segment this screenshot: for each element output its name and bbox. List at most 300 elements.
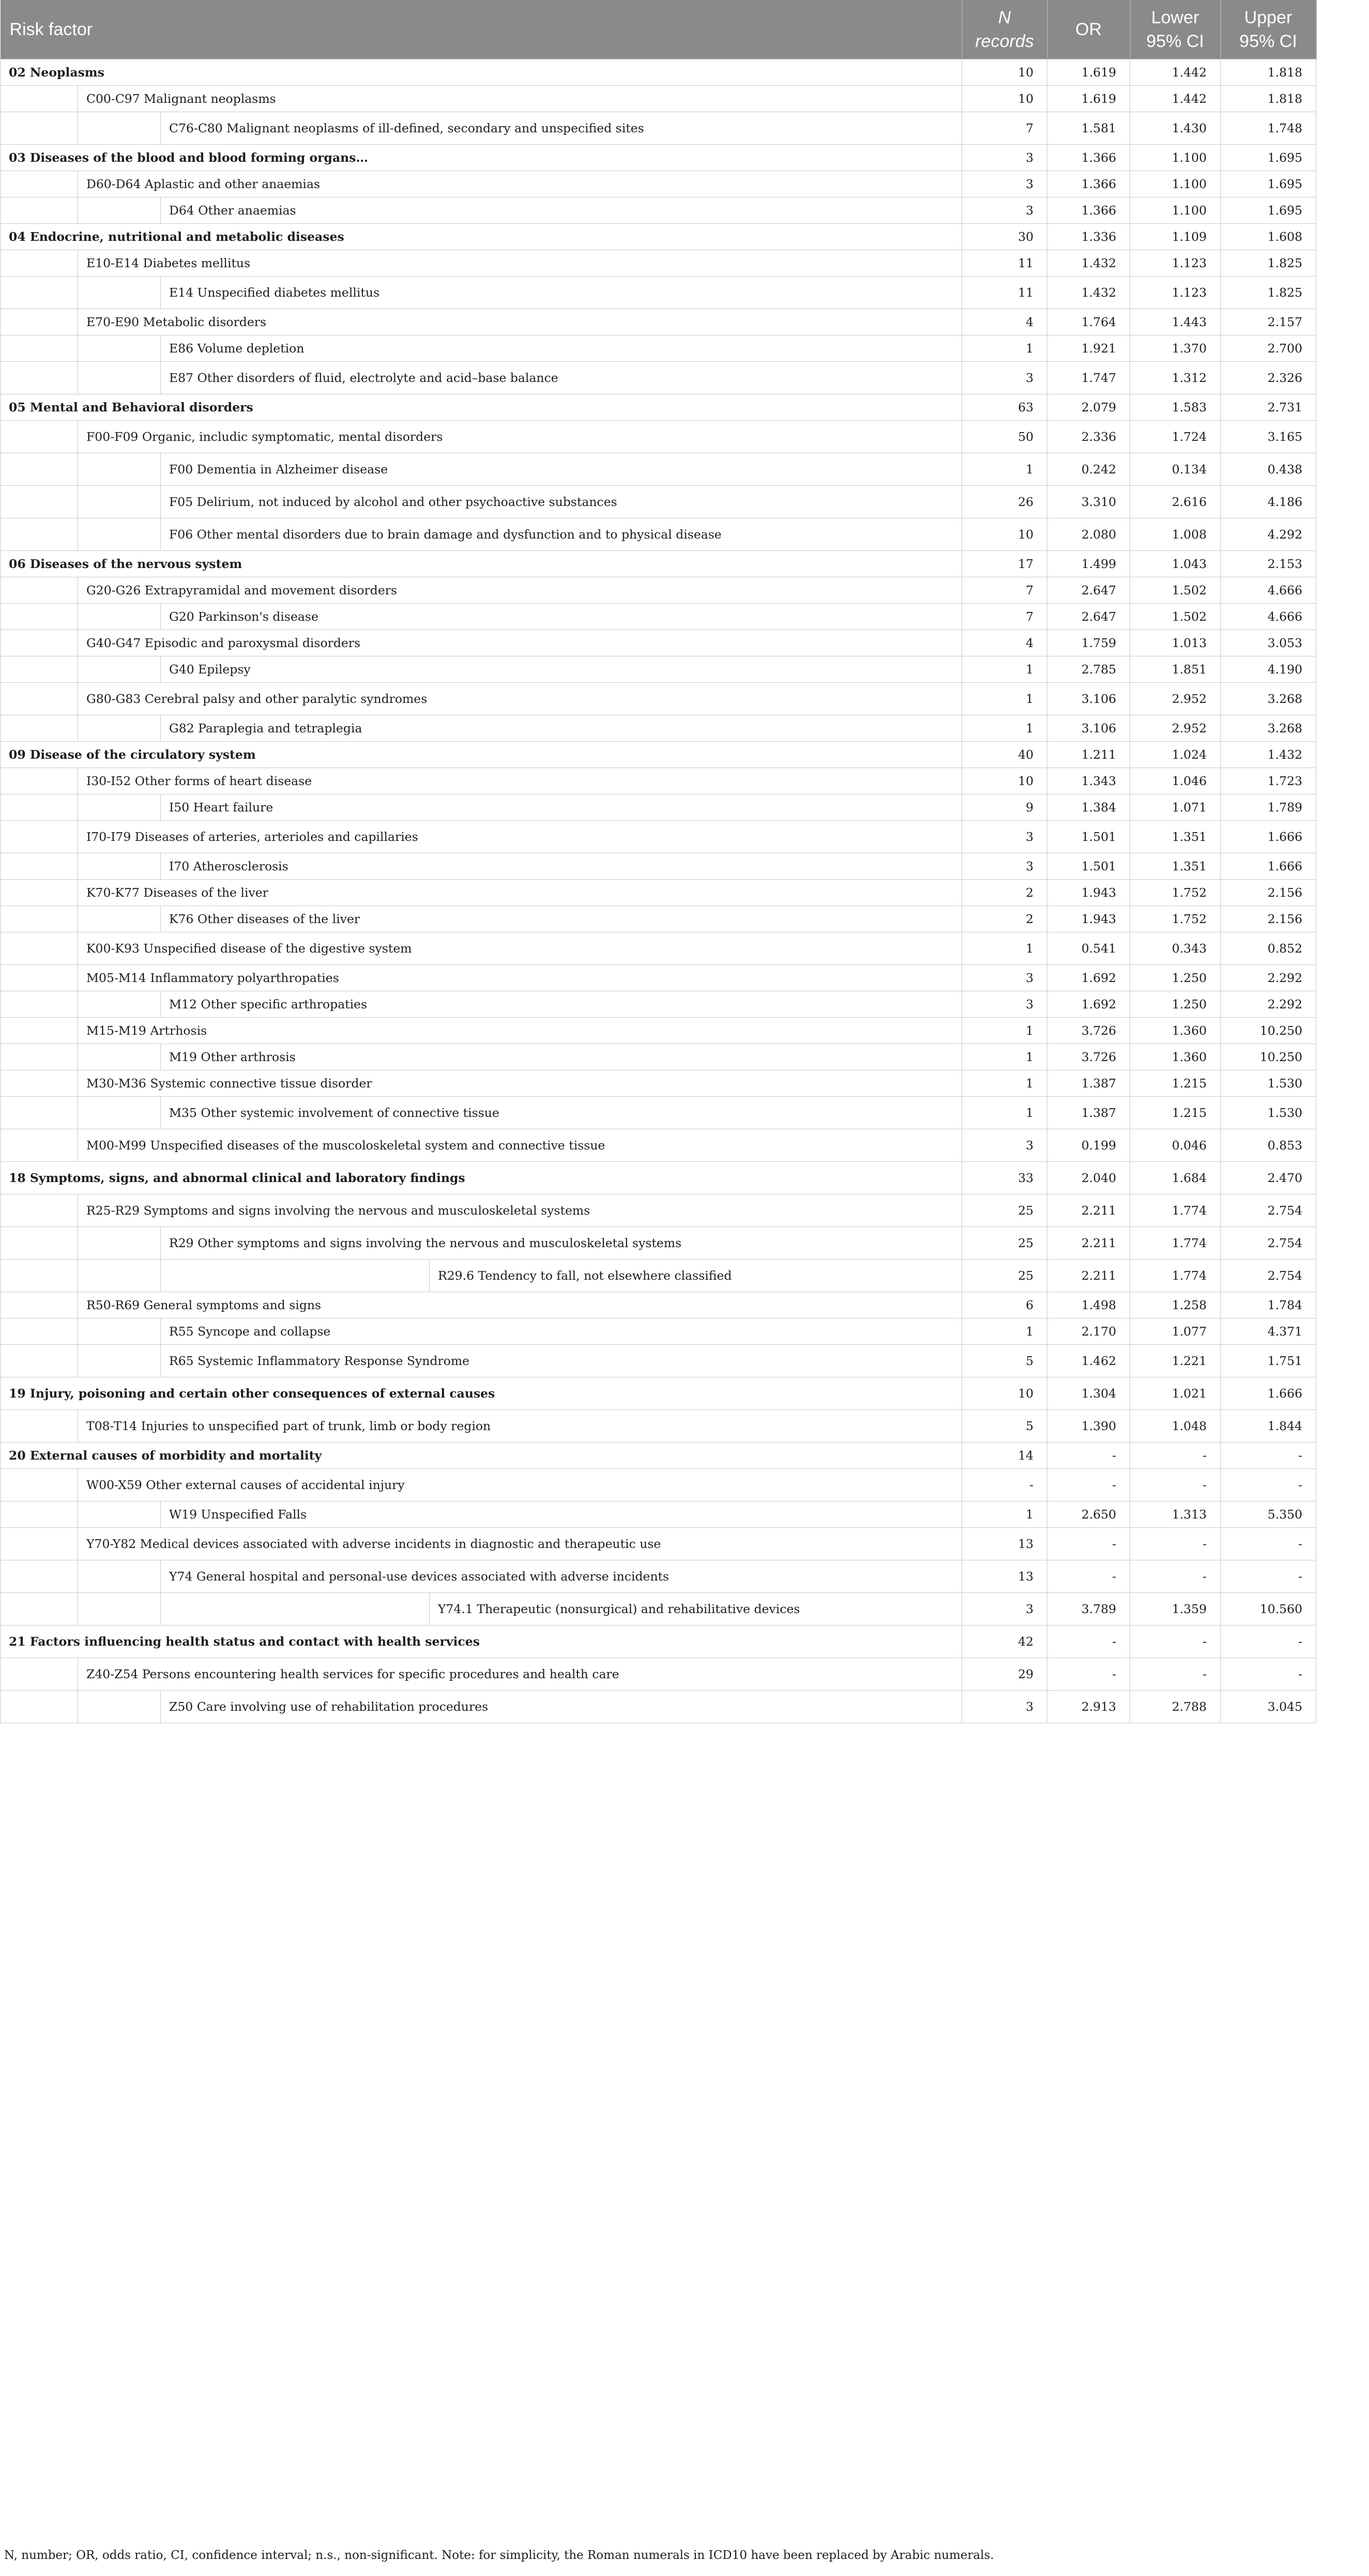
- indent-cell: [1, 1560, 78, 1593]
- table-row: [1, 1318, 1316, 1345]
- n-records-cell: 7: [962, 604, 1047, 630]
- lower-ci-cell: 1.442: [1130, 59, 1221, 86]
- n-records-cell: 42: [962, 1626, 1047, 1658]
- risk-factor-cell: Z50 Care involving use of rehabilitation procedures: [161, 1691, 962, 1723]
- upper-ci-cell: 0.438: [1221, 453, 1316, 486]
- risk-factor-cell: W19 Unspecified Falls: [161, 1501, 962, 1528]
- risk-factor-cell: R65 Systemic Inflammatory Response Syndrome: [161, 1345, 962, 1377]
- or-cell: 1.384: [1047, 794, 1130, 821]
- table-row: [1, 1194, 1316, 1227]
- table-row: [1, 394, 1316, 421]
- upper-ci-cell: 1.723: [1221, 768, 1316, 794]
- upper-ci-cell: 1.530: [1221, 1097, 1316, 1129]
- indent-cell: [1, 991, 78, 1018]
- risk-factor-cell: K00-K93 Unspecified disease of the digestive system: [78, 932, 962, 965]
- risk-factor-cell: Z40-Z54 Persons encountering health services for specific procedures and health care: [78, 1658, 962, 1691]
- upper-ci-cell: 3.165: [1221, 421, 1316, 453]
- lower-ci-cell: 0.134: [1130, 453, 1221, 486]
- indent-cell: [78, 453, 161, 486]
- table-row: [1, 1044, 1316, 1070]
- lower-ci-cell: 1.313: [1130, 1501, 1221, 1528]
- or-cell: 2.211: [1047, 1227, 1130, 1260]
- upper-ci-cell: 2.754: [1221, 1194, 1316, 1227]
- or-cell: 1.692: [1047, 965, 1130, 991]
- risk-factor-cell: C76-C80 Malignant neoplasms of ill-defined, secondary and unspecified sites: [161, 112, 962, 145]
- n-records-cell: 1: [962, 683, 1047, 715]
- upper-ci-cell: 1.825: [1221, 250, 1316, 277]
- indent-cell: [1, 683, 78, 715]
- or-cell: 1.692: [1047, 991, 1130, 1018]
- or-cell: 1.432: [1047, 250, 1130, 277]
- lower-ci-cell: 1.077: [1130, 1318, 1221, 1345]
- n-records-cell: 25: [962, 1260, 1047, 1292]
- lower-ci-cell: 1.359: [1130, 1593, 1221, 1626]
- or-cell: 1.366: [1047, 197, 1130, 224]
- lower-ci-cell: 1.043: [1130, 551, 1221, 577]
- risk-factor-cell: G82 Paraplegia and tetraplegia: [161, 715, 962, 742]
- indent-cell: [1, 768, 78, 794]
- indent-cell: [1, 932, 78, 965]
- indent-cell: [1, 1227, 78, 1260]
- table-row: [1, 683, 1316, 715]
- indent-cell: [1, 1410, 78, 1443]
- n-records-cell: 3: [962, 991, 1047, 1018]
- n-records-cell: 11: [962, 250, 1047, 277]
- indent-cell: [78, 1691, 161, 1723]
- table-row: [1, 1443, 1316, 1469]
- n-records-cell: 26: [962, 486, 1047, 518]
- risk-factor-cell: E87 Other disorders of fluid, electrolyte and acid–base balance: [161, 362, 962, 394]
- upper-ci-cell: 2.153: [1221, 551, 1316, 577]
- risk-factor-cell: C00-C97 Malignant neoplasms: [78, 86, 962, 112]
- indent-cell: [78, 715, 161, 742]
- indent-cell: [1, 1691, 78, 1723]
- or-cell: 0.242: [1047, 453, 1130, 486]
- lower-ci-cell: -: [1130, 1469, 1221, 1501]
- risk-factor-cell: E14 Unspecified diabetes mellitus: [161, 277, 962, 309]
- table-row: [1, 86, 1316, 112]
- indent-cell: [78, 1260, 161, 1292]
- indent-cell: [78, 1227, 161, 1260]
- n-records-cell: 9: [962, 794, 1047, 821]
- n-records-cell: 10: [962, 59, 1047, 86]
- table-row: [1, 335, 1316, 362]
- upper-ci-cell: 2.157: [1221, 309, 1316, 335]
- upper-ci-cell: 1.695: [1221, 145, 1316, 171]
- risk-factor-cell: G40 Epilepsy: [161, 656, 962, 683]
- lower-ci-cell: 1.312: [1130, 362, 1221, 394]
- table-row: [1, 250, 1316, 277]
- indent-cell: [1, 86, 78, 112]
- or-cell: -: [1047, 1443, 1130, 1469]
- n-records-cell: 25: [962, 1194, 1047, 1227]
- indent-cell: [1, 421, 78, 453]
- indent-cell: [161, 1260, 430, 1292]
- table-row: [1, 1410, 1316, 1443]
- indent-cell: [78, 853, 161, 880]
- n-records-cell: 29: [962, 1658, 1047, 1691]
- n-records-cell: 1: [962, 1097, 1047, 1129]
- risk-factor-cell: G20 Parkinson's disease: [161, 604, 962, 630]
- risk-factor-cell: W00-X59 Other external causes of accidental injury: [78, 1469, 962, 1501]
- n-records-cell: 1: [962, 715, 1047, 742]
- n-records-cell: 6: [962, 1292, 1047, 1318]
- lower-ci-cell: 1.258: [1130, 1292, 1221, 1318]
- table-row: [1, 1691, 1316, 1723]
- lower-ci-cell: 1.724: [1130, 421, 1221, 453]
- table-row: [1, 171, 1316, 197]
- or-cell: 2.170: [1047, 1318, 1130, 1345]
- table-row: [1, 224, 1316, 250]
- lower-ci-cell: 1.250: [1130, 965, 1221, 991]
- n-records-cell: 5: [962, 1345, 1047, 1377]
- or-cell: 1.501: [1047, 821, 1130, 853]
- or-cell: 1.581: [1047, 112, 1130, 145]
- n-records-cell: 17: [962, 551, 1047, 577]
- table-row: [1, 421, 1316, 453]
- indent-cell: [1, 1501, 78, 1528]
- lower-ci-cell: -: [1130, 1560, 1221, 1593]
- table-row: [1, 1129, 1316, 1162]
- table-row: [1, 604, 1316, 630]
- indent-cell: [1, 821, 78, 853]
- risk-factor-cell: M19 Other arthrosis: [161, 1044, 962, 1070]
- risk-factor-cell: T08-T14 Injuries to unspecified part of trunk, limb or body region: [78, 1410, 962, 1443]
- or-cell: 0.199: [1047, 1129, 1130, 1162]
- risk-factor-cell: M12 Other specific arthropaties: [161, 991, 962, 1018]
- lower-ci-cell: 2.952: [1130, 683, 1221, 715]
- table-row: [1, 518, 1316, 551]
- indent-cell: [78, 518, 161, 551]
- upper-ci-cell: 1.818: [1221, 59, 1316, 86]
- upper-ci-cell: 2.754: [1221, 1260, 1316, 1292]
- table-row: [1, 1377, 1316, 1410]
- indent-cell: [1, 853, 78, 880]
- upper-ci-cell: 2.292: [1221, 965, 1316, 991]
- or-cell: -: [1047, 1560, 1130, 1593]
- table-row: [1, 965, 1316, 991]
- lower-ci-cell: 1.215: [1130, 1097, 1221, 1129]
- indent-cell: [78, 277, 161, 309]
- upper-ci-cell: -: [1221, 1658, 1316, 1691]
- indent-cell: [1, 965, 78, 991]
- n-records-cell: 10: [962, 518, 1047, 551]
- table-row: [1, 1097, 1316, 1129]
- header-n-records: N records: [962, 0, 1047, 59]
- table-row: [1, 277, 1316, 309]
- or-cell: 3.106: [1047, 715, 1130, 742]
- lower-ci-cell: 1.250: [1130, 991, 1221, 1018]
- lower-ci-cell: 1.021: [1130, 1377, 1221, 1410]
- risk-factor-cell: Y74.1 Therapeutic (nonsurgical) and rehabilitative devices: [430, 1593, 962, 1626]
- lower-ci-cell: 1.123: [1130, 277, 1221, 309]
- indent-cell: [78, 794, 161, 821]
- n-records-cell: 10: [962, 768, 1047, 794]
- n-records-cell: 33: [962, 1162, 1047, 1194]
- lower-ci-cell: 1.774: [1130, 1194, 1221, 1227]
- indent-cell: [78, 1318, 161, 1345]
- n-records-cell: 1: [962, 1044, 1047, 1070]
- risk-factor-cell: I50 Heart failure: [161, 794, 962, 821]
- n-records-cell: 3: [962, 853, 1047, 880]
- indent-cell: [1, 277, 78, 309]
- lower-ci-cell: 1.502: [1130, 604, 1221, 630]
- header-or: OR: [1047, 0, 1130, 59]
- indent-cell: [1, 1318, 78, 1345]
- n-records-cell: 3: [962, 1691, 1047, 1723]
- or-cell: 1.501: [1047, 853, 1130, 880]
- upper-ci-cell: 2.731: [1221, 394, 1316, 421]
- risk-factor-cell: M30-M36 Systemic connective tissue disorder: [78, 1070, 962, 1097]
- risk-factor-cell: Y70-Y82 Medical devices associated with adverse incidents in diagnostic and therapeutic use: [78, 1528, 962, 1560]
- or-cell: 1.764: [1047, 309, 1130, 335]
- or-cell: 3.726: [1047, 1044, 1130, 1070]
- table-row: [1, 1528, 1316, 1560]
- indent-cell: [1, 1018, 78, 1044]
- lower-ci-cell: 1.071: [1130, 794, 1221, 821]
- or-cell: 1.759: [1047, 630, 1130, 656]
- lower-ci-cell: 1.008: [1130, 518, 1221, 551]
- upper-ci-cell: 2.754: [1221, 1227, 1316, 1260]
- lower-ci-cell: -: [1130, 1626, 1221, 1658]
- or-cell: -: [1047, 1658, 1130, 1691]
- or-cell: 1.336: [1047, 224, 1130, 250]
- upper-ci-cell: 10.250: [1221, 1044, 1316, 1070]
- table-row: [1, 1560, 1316, 1593]
- risk-factor-cell: M15-M19 Artrhosis: [78, 1018, 962, 1044]
- risk-factor-cell: K70-K77 Diseases of the liver: [78, 880, 962, 906]
- risk-factor-cell: E86 Volume depletion: [161, 335, 962, 362]
- lower-ci-cell: 1.752: [1130, 880, 1221, 906]
- lower-ci-cell: 2.616: [1130, 486, 1221, 518]
- or-cell: 1.462: [1047, 1345, 1130, 1377]
- lower-ci-cell: 1.360: [1130, 1018, 1221, 1044]
- n-records-cell: 1: [962, 1318, 1047, 1345]
- lower-ci-cell: -: [1130, 1443, 1221, 1469]
- n-records-cell: 10: [962, 1377, 1047, 1410]
- n-records-cell: 3: [962, 965, 1047, 991]
- table-row: [1, 577, 1316, 604]
- n-records-cell: 14: [962, 1443, 1047, 1469]
- or-cell: 1.387: [1047, 1070, 1130, 1097]
- indent-cell: [1, 112, 78, 145]
- n-records-cell: 11: [962, 277, 1047, 309]
- upper-ci-cell: 1.608: [1221, 224, 1316, 250]
- risk-factor-cell: 02 Neoplasms: [1, 59, 962, 86]
- or-cell: 1.432: [1047, 277, 1130, 309]
- lower-ci-cell: 1.851: [1130, 656, 1221, 683]
- upper-ci-cell: -: [1221, 1560, 1316, 1593]
- table-row: [1, 1070, 1316, 1097]
- indent-cell: [78, 197, 161, 224]
- lower-ci-cell: -: [1130, 1658, 1221, 1691]
- header-upper-ci: Upper 95% CI: [1221, 0, 1316, 59]
- table-row: [1, 932, 1316, 965]
- lower-ci-cell: 0.343: [1130, 932, 1221, 965]
- n-records-cell: 7: [962, 112, 1047, 145]
- lower-ci-cell: 1.430: [1130, 112, 1221, 145]
- upper-ci-cell: 1.666: [1221, 1377, 1316, 1410]
- table-row: [1, 145, 1316, 171]
- risk-factor-cell: F05 Delirium, not induced by alcohol and other psychoactive substances: [161, 486, 962, 518]
- upper-ci-cell: 1.789: [1221, 794, 1316, 821]
- n-records-cell: 4: [962, 309, 1047, 335]
- indent-cell: [78, 486, 161, 518]
- table-row: [1, 906, 1316, 932]
- or-cell: 2.785: [1047, 656, 1130, 683]
- upper-ci-cell: 4.371: [1221, 1318, 1316, 1345]
- header-risk-factor: Risk factor: [1, 0, 962, 59]
- upper-ci-cell: 1.666: [1221, 853, 1316, 880]
- indent-cell: [1, 656, 78, 683]
- lower-ci-cell: 1.752: [1130, 906, 1221, 932]
- indent-cell: [78, 604, 161, 630]
- indent-cell: [1, 577, 78, 604]
- indent-cell: [1, 171, 78, 197]
- indent-cell: [1, 486, 78, 518]
- table-row: [1, 768, 1316, 794]
- table-row: [1, 880, 1316, 906]
- upper-ci-cell: 0.852: [1221, 932, 1316, 965]
- n-records-cell: 3: [962, 197, 1047, 224]
- n-records-cell: 1: [962, 453, 1047, 486]
- n-records-cell: 3: [962, 362, 1047, 394]
- upper-ci-cell: 2.156: [1221, 880, 1316, 906]
- or-cell: -: [1047, 1528, 1130, 1560]
- risk-factor-cell: G80-G83 Cerebral palsy and other paralytic syndromes: [78, 683, 962, 715]
- indent-cell: [1, 309, 78, 335]
- or-cell: 2.211: [1047, 1260, 1130, 1292]
- indent-cell: [78, 1593, 161, 1626]
- risk-factor-cell: D64 Other anaemias: [161, 197, 962, 224]
- or-cell: 3.106: [1047, 683, 1130, 715]
- upper-ci-cell: 1.825: [1221, 277, 1316, 309]
- lower-ci-cell: 1.100: [1130, 171, 1221, 197]
- upper-ci-cell: 3.053: [1221, 630, 1316, 656]
- or-cell: 2.040: [1047, 1162, 1130, 1194]
- table-row: [1, 1593, 1316, 1626]
- or-cell: 1.366: [1047, 145, 1130, 171]
- n-records-cell: 3: [962, 821, 1047, 853]
- or-cell: 1.619: [1047, 59, 1130, 86]
- indent-cell: [1, 1345, 78, 1377]
- table-row: [1, 1292, 1316, 1318]
- or-cell: 1.499: [1047, 551, 1130, 577]
- table-row: [1, 197, 1316, 224]
- or-cell: 2.650: [1047, 1501, 1130, 1528]
- risk-factor-cell: F00 Dementia in Alzheimer disease: [161, 453, 962, 486]
- risk-factor-cell: 05 Mental and Behavioral disorders: [1, 394, 962, 421]
- indent-cell: [1, 250, 78, 277]
- table-row: [1, 715, 1316, 742]
- upper-ci-cell: 1.784: [1221, 1292, 1316, 1318]
- lower-ci-cell: 1.774: [1130, 1260, 1221, 1292]
- or-cell: 1.921: [1047, 335, 1130, 362]
- indent-cell: [1, 880, 78, 906]
- or-cell: 1.211: [1047, 742, 1130, 768]
- n-records-cell: 1: [962, 335, 1047, 362]
- n-records-cell: 1: [962, 1501, 1047, 1528]
- indent-cell: [78, 1345, 161, 1377]
- table-row: [1, 853, 1316, 880]
- upper-ci-cell: 4.190: [1221, 656, 1316, 683]
- lower-ci-cell: 1.583: [1130, 394, 1221, 421]
- lower-ci-cell: 1.046: [1130, 768, 1221, 794]
- n-records-cell: 1: [962, 932, 1047, 965]
- or-cell: 1.343: [1047, 768, 1130, 794]
- upper-ci-cell: 1.695: [1221, 171, 1316, 197]
- table-row: [1, 1162, 1316, 1194]
- table-body: [1, 59, 1316, 1723]
- or-cell: 2.079: [1047, 394, 1130, 421]
- lower-ci-cell: 2.788: [1130, 1691, 1221, 1723]
- table-row: [1, 1260, 1316, 1292]
- upper-ci-cell: 10.560: [1221, 1593, 1316, 1626]
- lower-ci-cell: 1.048: [1130, 1410, 1221, 1443]
- risk-factor-cell: F06 Other mental disorders due to brain damage and dysfunction and to physical disease: [161, 518, 962, 551]
- indent-cell: [1, 1194, 78, 1227]
- upper-ci-cell: 4.292: [1221, 518, 1316, 551]
- lower-ci-cell: 1.684: [1130, 1162, 1221, 1194]
- indent-cell: [1, 1260, 78, 1292]
- n-records-cell: 5: [962, 1410, 1047, 1443]
- n-records-cell: 3: [962, 1129, 1047, 1162]
- lower-ci-cell: 1.774: [1130, 1227, 1221, 1260]
- lower-ci-cell: 1.109: [1130, 224, 1221, 250]
- indent-cell: [1, 906, 78, 932]
- or-cell: 2.913: [1047, 1691, 1130, 1723]
- lower-ci-cell: 1.024: [1130, 742, 1221, 768]
- indent-cell: [78, 112, 161, 145]
- or-cell: 2.336: [1047, 421, 1130, 453]
- n-records-cell: 63: [962, 394, 1047, 421]
- upper-ci-cell: 10.250: [1221, 1018, 1316, 1044]
- n-records-cell: 1: [962, 1070, 1047, 1097]
- or-cell: 1.498: [1047, 1292, 1130, 1318]
- or-cell: 1.390: [1047, 1410, 1130, 1443]
- n-records-cell: 3: [962, 145, 1047, 171]
- n-records-cell: 7: [962, 577, 1047, 604]
- risk-factor-cell: G40-G47 Episodic and paroxysmal disorders: [78, 630, 962, 656]
- table-row: [1, 1658, 1316, 1691]
- upper-ci-cell: 4.666: [1221, 604, 1316, 630]
- n-records-cell: 1: [962, 656, 1047, 683]
- indent-cell: [1, 335, 78, 362]
- upper-ci-cell: 4.666: [1221, 577, 1316, 604]
- lower-ci-cell: 1.502: [1130, 577, 1221, 604]
- table-row: [1, 1227, 1316, 1260]
- indent-cell: [78, 906, 161, 932]
- indent-cell: [1, 1528, 78, 1560]
- upper-ci-cell: 2.326: [1221, 362, 1316, 394]
- table-row: [1, 1626, 1316, 1658]
- lower-ci-cell: 1.360: [1130, 1044, 1221, 1070]
- risk-factor-cell: I70 Atherosclerosis: [161, 853, 962, 880]
- risk-factor-cell: K76 Other diseases of the liver: [161, 906, 962, 932]
- upper-ci-cell: 1.695: [1221, 197, 1316, 224]
- or-cell: 1.619: [1047, 86, 1130, 112]
- or-cell: 2.647: [1047, 577, 1130, 604]
- or-cell: 2.080: [1047, 518, 1130, 551]
- table-row: [1, 1501, 1316, 1528]
- or-cell: 3.310: [1047, 486, 1130, 518]
- table-row: [1, 453, 1316, 486]
- or-cell: 1.747: [1047, 362, 1130, 394]
- upper-ci-cell: 1.818: [1221, 86, 1316, 112]
- table-row: [1, 112, 1316, 145]
- risk-factor-cell: F00-F09 Organic, includic symptomatic, mental disorders: [78, 421, 962, 453]
- indent-cell: [78, 1501, 161, 1528]
